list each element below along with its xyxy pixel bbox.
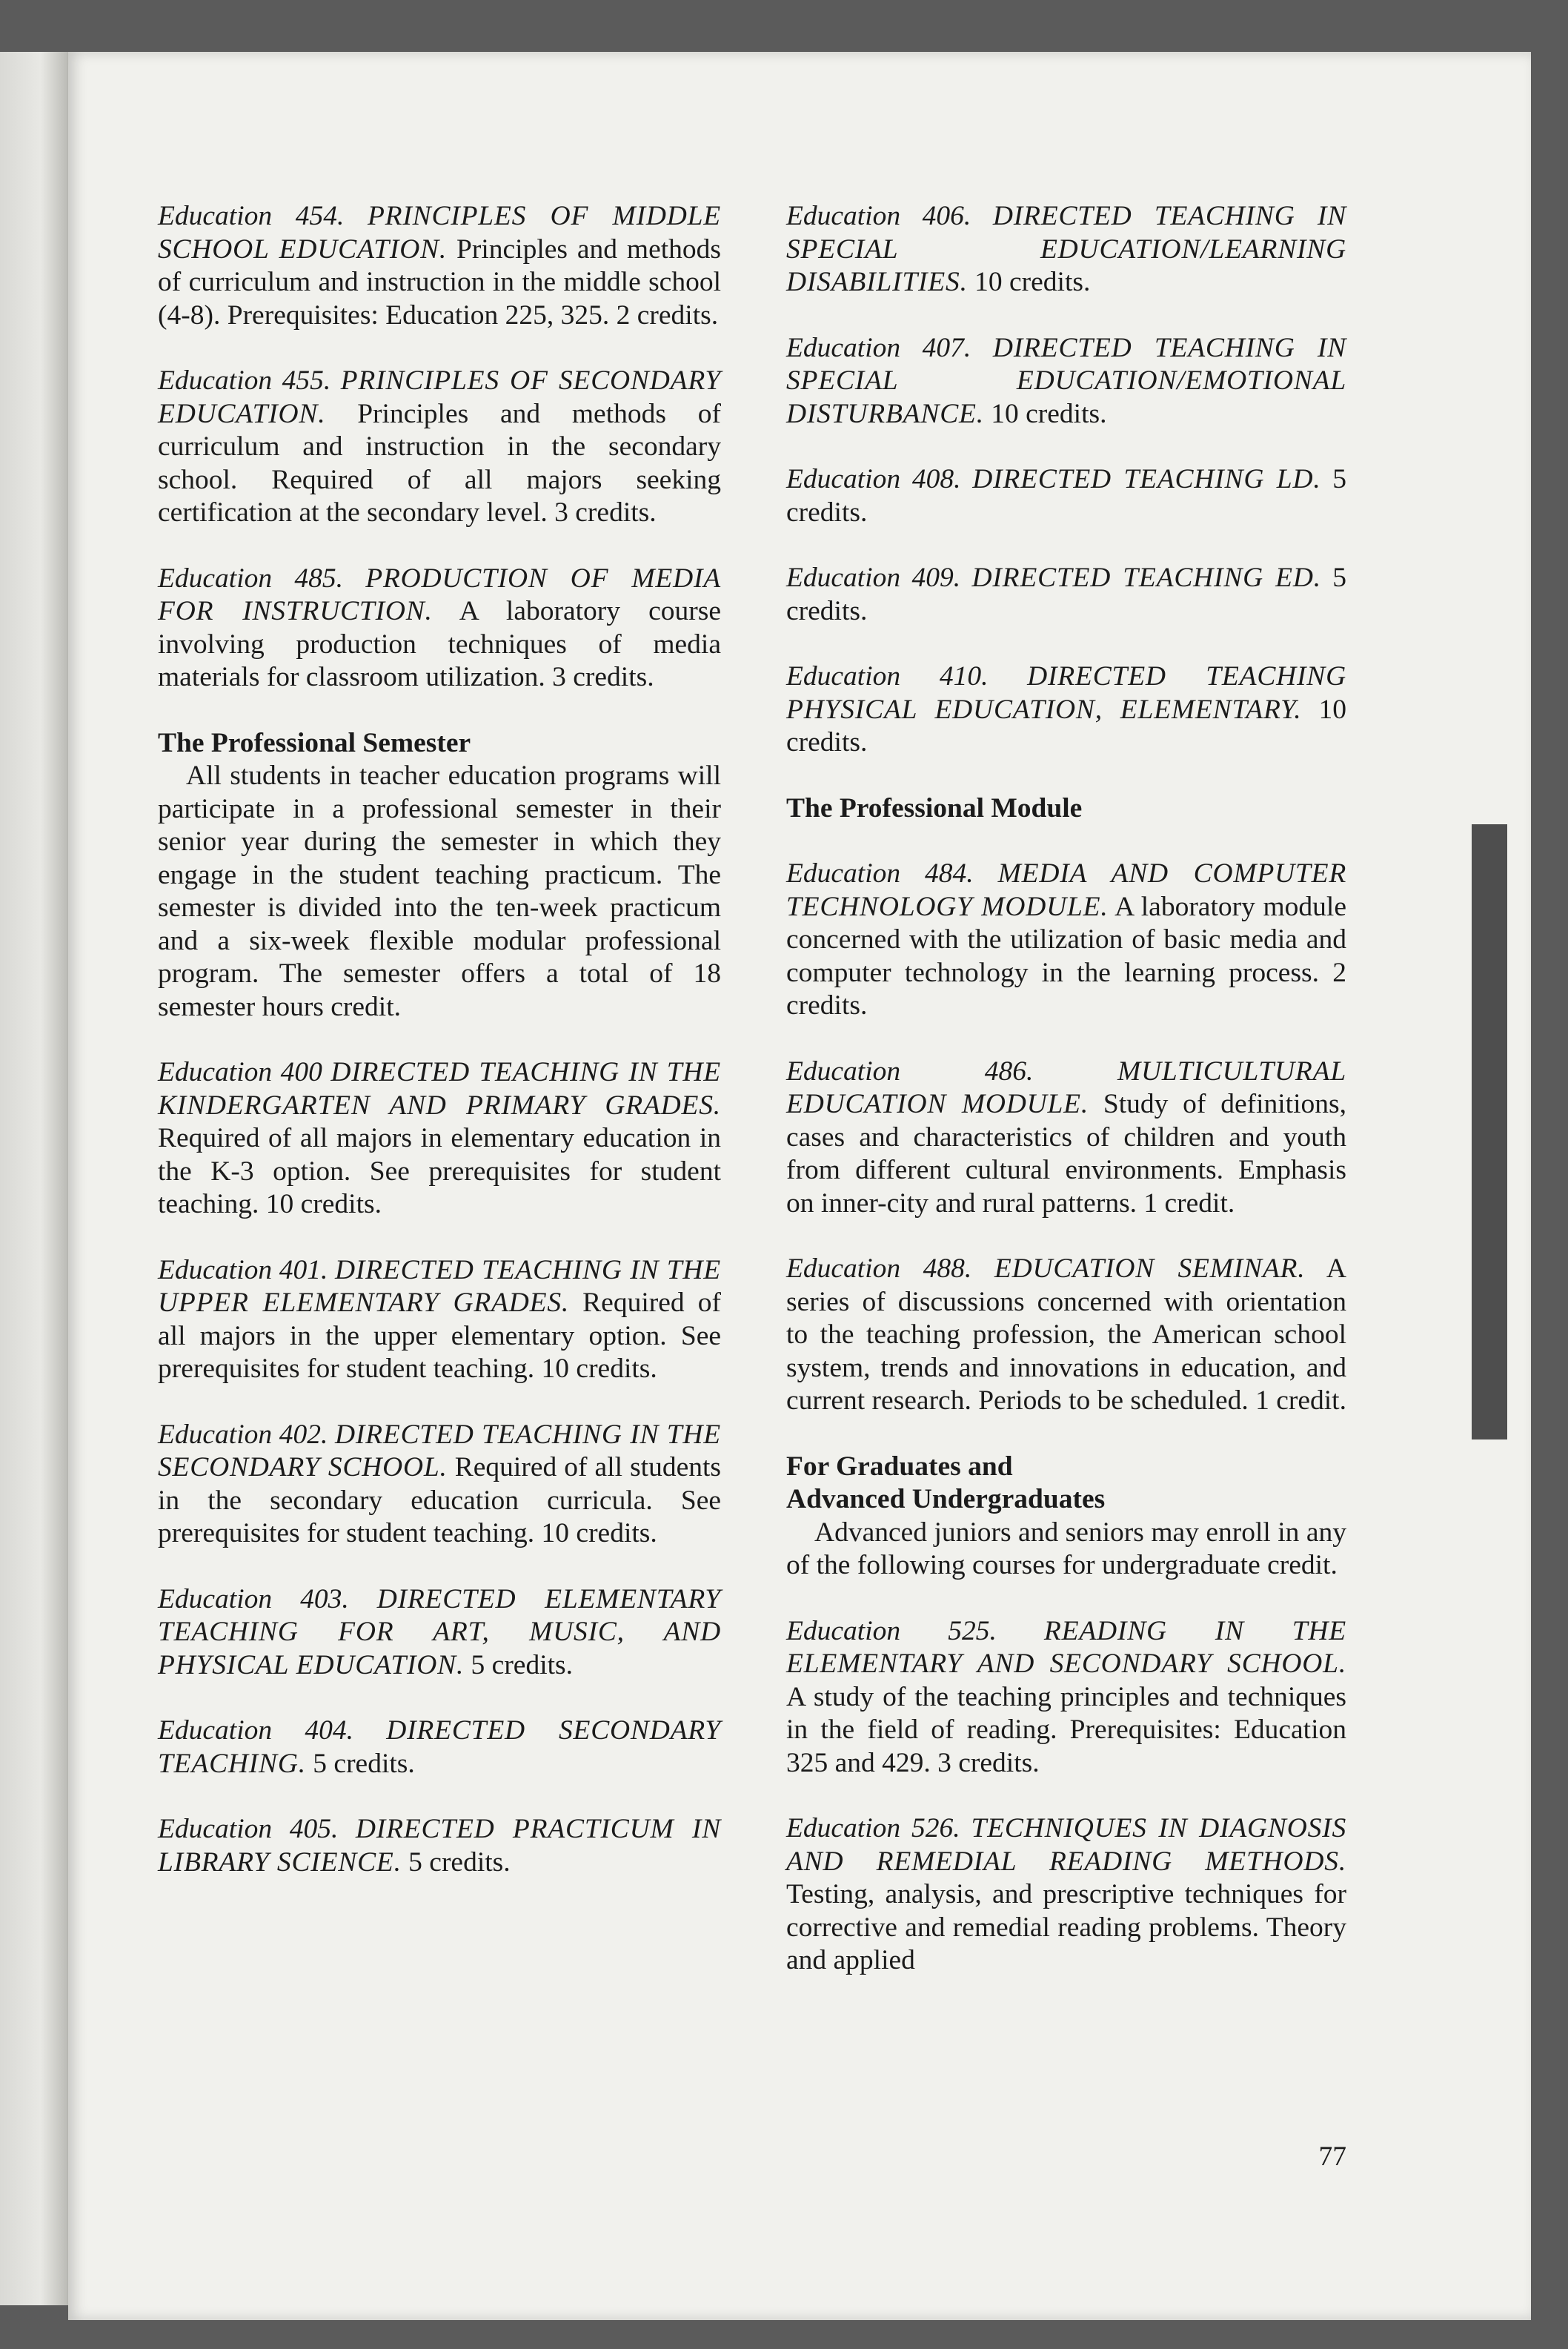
- course-entry-education-400: [158, 1056, 721, 1222]
- course-entry-education-486: [786, 1056, 1346, 1221]
- course-description: Study of definitions, cases and characteristics of children and youth from different cultural environments. Emphasis on inner-city and rural patterns. 1 credit.: [786, 1089, 1346, 1219]
- course-description: 5 credits.: [408, 1846, 511, 1878]
- course-entry-education-454: [158, 200, 721, 332]
- course-entry-education-488: [786, 1253, 1346, 1418]
- course-entry-education-485: [158, 563, 721, 695]
- course-title: MULTICULTURAL EDUCATION MODULE.: [786, 1056, 1346, 1119]
- course-entry-education-526: [786, 1812, 1346, 1978]
- left-column: [158, 200, 721, 1912]
- course-description: 10 credits.: [991, 398, 1107, 429]
- course-entry-education-409: [786, 562, 1346, 628]
- course-title: PRODUCTION OF MEDIA FOR INSTRUCTION.: [158, 563, 722, 626]
- graduates-paragraph: Advanced juniors and seniors may enroll in any of the following courses for undergraduate credit.: [786, 1517, 1346, 1580]
- course-title: DIRECTED TEACHING ED.: [971, 563, 1321, 593]
- course-description: 5 credits.: [786, 563, 1347, 626]
- course-title: DIRECTED PRACTICUM IN LIBRARY SCIENCE.: [158, 1814, 722, 1878]
- course-description: 5 credits.: [313, 1748, 415, 1779]
- course-title: DIRECTED TEACHING LD.: [972, 464, 1321, 494]
- course-entry-education-455: [158, 365, 721, 530]
- course-description: 10 credits.: [974, 267, 1091, 297]
- course-entry-education-401: [158, 1254, 721, 1386]
- course-description: Principles and methods of curriculum and instruction in the secondary school. Required of all majors seeking certification at the secondary level. 3 credits.: [158, 398, 721, 528]
- course-description: A laboratory module concerned with the utilization of basic media and computer technology in the learning process. 2 credits.: [786, 891, 1346, 1021]
- course-code: Education 526.: [786, 1813, 960, 1843]
- course-title: DIRECTED ELEMENTARY TEACHING FOR ART, MUSIC, AND PHYSICAL EDUCATION.: [158, 1583, 721, 1680]
- course-entry-education-403: [158, 1583, 721, 1683]
- section-heading-professional-semester: The Professional Semester: [158, 727, 471, 758]
- course-description: A study of the teaching principles and techniques in the field of reading. Prerequisites: Education 325 and 429. 3 credits.: [786, 1681, 1346, 1778]
- course-description: 5 credits.: [786, 464, 1347, 528]
- right-column: [786, 200, 1346, 1978]
- course-code: Education 409.: [786, 563, 961, 593]
- course-title: PRINCIPLES OF MIDDLE SCHOOL EDUCATION.: [158, 201, 722, 265]
- course-code: Education 455.: [158, 365, 331, 396]
- heading-line: Advanced Undergraduates: [786, 1484, 1106, 1514]
- course-title: DIRECTED TEACHING IN THE UPPER ELEMENTARY GRADES.: [158, 1254, 722, 1318]
- course-code: Education 405.: [158, 1814, 339, 1844]
- course-title: EDUCATION SEMINAR.: [994, 1253, 1306, 1284]
- section-heading-professional-module: The Professional Module: [786, 792, 1083, 824]
- course-title: DIRECTED TEACHING IN SPECIAL EDUCATION/EMOTIONAL DISTURBANCE.: [786, 332, 1347, 429]
- course-code: Education 408.: [786, 464, 961, 494]
- course-description: 10 credits.: [786, 694, 1346, 758]
- course-title: PRINCIPLES OF SECONDARY EDUCATION.: [158, 365, 722, 429]
- course-code: Education 400: [158, 1057, 322, 1087]
- course-title: DIRECTED TEACHING IN THE KINDERGARTEN AND PRIMARY GRADES.: [158, 1057, 722, 1121]
- course-code: Education 454.: [158, 201, 345, 231]
- course-description: Required of all majors in elementary education in the K-3 option. See prerequisites for student teaching. 10 credits.: [158, 1123, 721, 1219]
- course-entry-education-402: [158, 1419, 721, 1551]
- course-code: Education 486.: [786, 1056, 1034, 1087]
- course-description: Principles and methods of curriculum and instruction in the middle school (4-8). Prerequisites: Education 225, 325. 2 credits.: [158, 233, 721, 331]
- course-code: Education 402.: [158, 1419, 328, 1450]
- course-title: DIRECTED TEACHING PHYSICAL EDUCATION, ELEMENTARY.: [786, 661, 1347, 725]
- course-entry-education-410: [786, 660, 1346, 760]
- course-description: A laboratory course involving production techniques of media materials for classroom utilization. 3 credits.: [158, 596, 721, 692]
- professional-semester-paragraph: All students in teacher education programs will participate in a professional semester in their senior year during the semester in which they engage in the student teaching practicum. The semester is divided into the ten-week practicum and a six-week flexible modular professional program. The semester offers a total of 18 semester hours credit.: [158, 761, 721, 1022]
- course-code: Education 485.: [158, 563, 343, 594]
- course-code: Education 410.: [786, 661, 989, 692]
- course-title: DIRECTED SECONDARY TEACHING.: [158, 1715, 721, 1779]
- section-heading-graduates: [786, 1451, 1346, 1517]
- course-entry-education-407: [786, 332, 1346, 431]
- course-entry-education-408: [786, 463, 1346, 529]
- course-entry-education-406: [786, 200, 1346, 299]
- heading-line: For Graduates and: [786, 1451, 1013, 1482]
- previous-page-edge: [0, 52, 74, 2305]
- course-description: Testing, analysis, and prescriptive techniques for corrective and remedial reading problems. Theory and applied: [786, 1879, 1346, 1975]
- course-code: Education 401.: [158, 1254, 328, 1285]
- course-entry-education-525: [786, 1615, 1346, 1780]
- page-number: 77: [1318, 2141, 1346, 2172]
- course-entry-education-405: [158, 1813, 721, 1879]
- course-entry-education-484: [786, 858, 1346, 1023]
- course-description: Required of all students in the secondary education curricula. See prerequisites for student teaching. 10 credits.: [158, 1452, 721, 1548]
- course-title: READING IN THE ELEMENTARY AND SECONDARY SCHOOL.: [786, 1615, 1346, 1679]
- course-code: Education 407.: [786, 332, 971, 363]
- course-title: MEDIA AND COMPUTER TECHNOLOGY MODULE.: [786, 858, 1347, 922]
- course-code: Education 525.: [786, 1615, 997, 1646]
- course-description: 5 credits.: [471, 1649, 574, 1680]
- course-code: Education 484.: [786, 858, 974, 889]
- course-title: DIRECTED TEACHING IN SPECIAL EDUCATION/LEARNING DISABILITIES.: [786, 201, 1347, 297]
- course-code: Education 406.: [786, 201, 971, 231]
- course-entry-education-404: [158, 1714, 721, 1780]
- course-code: Education 488.: [786, 1253, 972, 1284]
- course-description: A series of discussions concerned with orientation to the teaching profession, the American school system, trends and innovations in education, and current research. Periods to be scheduled. 1 credit.: [786, 1253, 1346, 1416]
- section-thumb-tab: [1472, 824, 1507, 1439]
- course-code: Education 404.: [158, 1715, 354, 1746]
- course-description: Required of all majors in the upper elementary option. See prerequisites for student teaching. 10 credits.: [158, 1288, 721, 1384]
- course-code: Education 403.: [158, 1583, 349, 1614]
- course-title: DIRECTED TEACHING IN THE SECONDARY SCHOOL.: [158, 1419, 722, 1482]
- course-title: TECHNIQUES IN DIAGNOSIS AND REMEDIAL READING METHODS.: [786, 1813, 1347, 1877]
